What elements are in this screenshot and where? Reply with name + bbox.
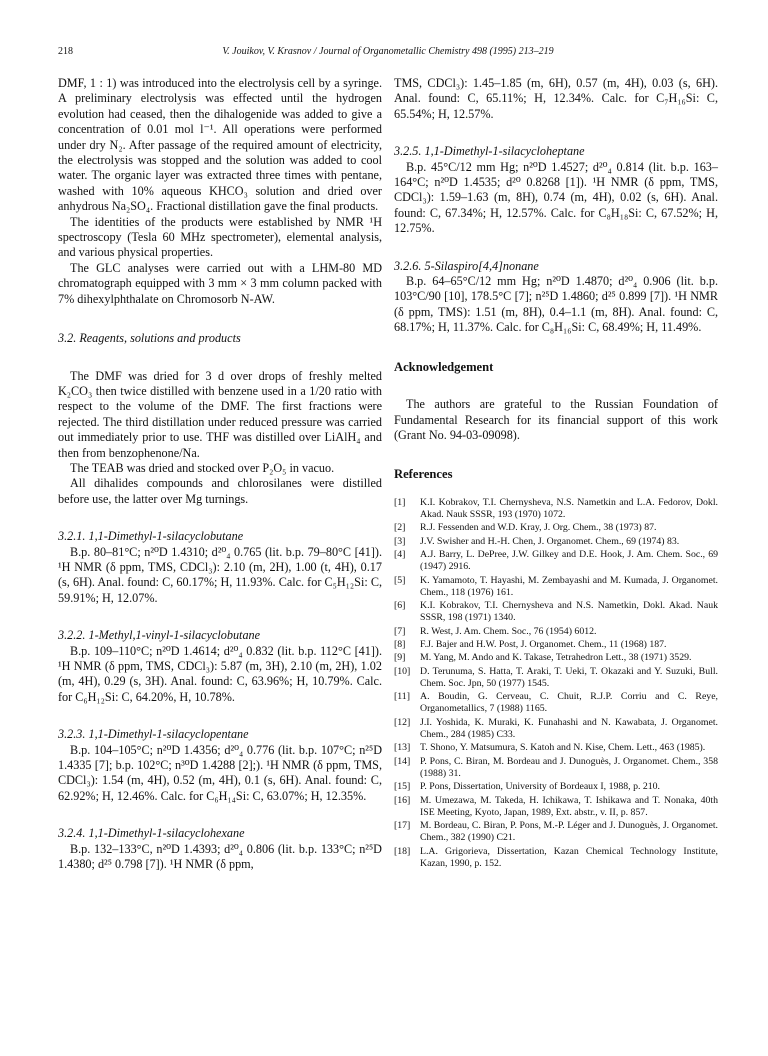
reference-item [394, 742, 718, 754]
reference-number: [7] [394, 625, 406, 637]
reference-number: [17] [394, 820, 411, 832]
reference-text: K. Yamamoto, T. Hayashi, M. Zembayashi and M. Kumada, J. Organomet. Chem., 118 (1976) 161. [420, 574, 718, 598]
reference-number: [6] [394, 600, 406, 612]
reference-text: F.J. Bajer and H.W. Post, J. Organomet. Chem., 11 (1968) 187. [420, 638, 667, 650]
reference-text: M. Bordeau, C. Biran, P. Pons, M.-P. Léger and J. Dunoguès, J. Organomet. Chem., 382 (1990) C21. [420, 820, 718, 844]
paragraph-identification: The identities of the products were established by NMR ¹H spectroscopy (Tesla 60 MHz spectrometer), elemental analysis, and various physical properties. [58, 214, 382, 260]
acknowledgement-heading: Acknowledgement [394, 359, 494, 374]
section-heading-reagents: 3.2. Reagents, solutions and products [58, 331, 241, 346]
paragraph-326: B.p. 64–65°C/12 mm Hg; n²⁰D 1.4870; d²⁰₄ 0.906 (lit. b.p. 103°C/90 [10], 178.5°C [7]; n²⁵D 1.4860; d²⁵ 0.899 [7]). ¹H NMR (δ ppm, TMS): 1.51 (m, 8H), 0.4–1.1 (m, 8H). Anal. found: C, 68.17%; H, 11.37%. Calc. for C₈H₁₆Si: C, 68.49%; H, 11.49%. [394, 274, 718, 335]
reference-item [394, 666, 718, 691]
reference-text: P. Pons, C. Biran, M. Bordeau and J. Dunoguès, J. Organomet. Chem., 358 (1988) 31. [420, 755, 718, 779]
reference-number: [12] [394, 716, 411, 728]
reference-text: D. Terunuma, S. Hatta, T. Araki, T. Ueki, T. Okazaki and Y. Suzuki, Bull. Chem. Soc. Jpn, 50 (1977) 1545. [420, 665, 718, 689]
subsection-heading-323: 3.2.3. 1,1-Dimethyl-1-silacyclopentane [58, 727, 249, 742]
running-title: V. Jouikov, V. Krasnov / Journal of Organometallic Chemistry 498 (1995) 213–219 [222, 46, 554, 57]
page-number: 218 [58, 46, 73, 57]
paragraph-teab: The TEAB was dried and stocked over P₂O₅ in vacuo. [70, 460, 335, 475]
acknowledgement-text: The authors are grateful to the Russian Foundation of Fundamental Research for its financial support of this work (Grant No. 94-03-09098). [394, 397, 718, 442]
reference-item [394, 549, 718, 574]
reference-number: [2] [394, 522, 406, 534]
reference-text: J.I. Yoshida, K. Muraki, K. Funahashi and N. Kawabata, J. Organomet. Chem., 284 (1985) C33. [420, 716, 718, 741]
reference-text: J.V. Swisher and H.-H. Chen, J. Organomet. Chem., 69 (1974) 83. [420, 535, 680, 547]
reference-item [394, 600, 718, 625]
paragraph-dmf: The DMF was dried for 3 d over drops of freshly melted K₂CO₃ then twice distilled with benzene used in a 1/20 ratio with respect to the volume of the DMF. The first fractions were rejected. The third distillation under reduced pressure was carried out immediately prior to use. THF was distilled over LiAlH₄ and then from benzophenone/Na. [58, 368, 382, 460]
reference-item [394, 497, 718, 522]
reference-item [394, 652, 718, 664]
reference-number: [14] [394, 755, 411, 767]
reference-item [394, 820, 718, 845]
subsection-heading-324: 3.2.4. 1,1-Dimethyl-1-silacyclohexane [58, 826, 245, 841]
reference-number: [16] [394, 794, 411, 806]
paragraph-glc: The GLC analyses were carried out with a LHM-80 MD chromatograph equipped with 3 mm × 3 mm column packed with 7% dihexylphthalate on Chromosorb N-AW. [58, 260, 382, 306]
left-column [58, 76, 382, 872]
reference-text: M. Umezawa, M. Takeda, H. Ichikawa, T. Ishikawa and T. Nonaka, 40th ISE Meeting, Kyoto, Japan, 1989, Ext. abstr., v. II, p. 857. [420, 794, 718, 818]
reference-text: K.I. Kobrakov, T.I. Chernysheva and N.S. Nametkin, Dokl. Akad. Nauk SSSR, 198 (1971) 1340. [420, 600, 718, 624]
reference-text: M. Yang, M. Ando and K. Takase, Tetrahedron Lett., 38 (1971) 3529. [420, 652, 692, 664]
reference-item [394, 626, 718, 638]
reference-number: [11] [394, 691, 410, 703]
subsection-heading-326: 3.2.6. 5-Silaspiro[4,4]nonane [394, 258, 539, 273]
reference-number: [5] [394, 574, 406, 586]
paragraph-321: B.p. 80–81°C; n²⁰D 1.4310; d²⁰₄ 0.765 (lit. b.p. 79–80°C [41]). ¹H NMR (δ ppm, TMS, CDCl₃): 2.10 (m, 2H), 1.00 (t, 4H), 0.17 (s, 6H). Anal. found: C, 60.17%; H, 11.93%. Calc. for C₅H₁₂Si: C, 59.91%; H, 12.07%. [58, 544, 382, 605]
reference-item [394, 781, 718, 793]
reference-number: [9] [394, 652, 406, 664]
reference-text: R.J. Fessenden and W.D. Kray, J. Org. Chem., 38 (1973) 87. [420, 522, 657, 534]
reference-text: A. Boudin, G. Cerveau, C. Chuit, R.J.P. Corriu and C. Reye, Organometallics, 7 (1988) 1165. [420, 691, 718, 715]
reference-item [394, 795, 718, 820]
paragraph-dihalides: All dihalides compounds and chlorosilanes were distilled before use, the latter over Mg turnings. [58, 476, 382, 506]
reference-list [394, 497, 718, 871]
reference-item [394, 639, 718, 651]
reference-item [394, 717, 718, 742]
paragraph-electrolysis: DMF, 1 : 1) was introduced into the electrolysis cell by a syringe. A preliminary electrolysis was effected until the hydrogen evolution had ceased, then the dihalogenide was added to give a concentration of 0.01 mol l⁻¹. All operations were performed under dry N₂. After passage of the required amount of electricity, the electrolysis was stopped and the solution was added to cool water. The organic layer was extracted three times with pentane, washed with 10% aqueous KHCO₃ solution and dried over anhydrous Na₂SO₄. Fractional distillation gave the final products. [58, 76, 382, 214]
reference-item [394, 575, 718, 600]
reference-item [394, 522, 718, 534]
references-heading: References [394, 467, 453, 482]
reference-item [394, 756, 718, 781]
reference-text: P. Pons, Dissertation, University of Bordeaux I, 1988, p. 210. [420, 781, 661, 793]
reference-text: L.A. Grigorieva, Dissertation, Kazan Chemical Technology Institute, Kazan, 1990, p. 152. [420, 845, 718, 870]
paragraph-324-continued: TMS, CDCl₃): 1.45–1.85 (m, 6H), 0.57 (m, 4H), 0.03 (s, 6H). Anal. found: C, 65.11%; H, 12.34%. Calc. for C₇H₁₆Si: C, 65.54%; H, 12.57%. [394, 76, 718, 121]
subsection-heading-321: 3.2.1. 1,1-Dimethyl-1-silacyclobutane [58, 529, 244, 544]
subsection-heading-322: 3.2.2. 1-Methyl,1-vinyl-1-silacyclobutane [58, 628, 261, 643]
reference-number: [1] [394, 496, 406, 508]
reference-text: K.I. Kobrakov, T.I. Chernysheva, N.S. Nametkin and L.A. Fedorov, Dokl. Akad. Nauk SSSR, 193 (1970) 1072. [420, 496, 718, 521]
reference-item [394, 536, 718, 548]
reference-number: [4] [394, 548, 406, 560]
paragraph-324: B.p. 132–133°C, n²⁰D 1.4393; d²⁰₄ 0.806 (lit. b.p. 133°C; n²⁵D 1.4380; d²⁵ 0.798 [7]). ¹H NMR (δ ppm, [58, 841, 382, 872]
reference-item [394, 691, 718, 716]
paragraph-325: B.p. 45°C/12 mm Hg; n²⁰D 1.4527; d²⁰₄ 0.814 (lit. b.p. 163–164°C; n²⁰D 1.4535; d²⁰ 0.8268 [1]). ¹H NMR (δ ppm, TMS, CDCl₃): 1.59–1.63 (m, 8H), 0.74 (m, 4H), 0.02 (s, 6H). Anal. found: C, 67.34%; H, 12.57%. Calc. for C₈H₁₈Si: C, 67.52%; H, 12.75%. [394, 159, 718, 236]
reference-number: [3] [394, 535, 406, 547]
reference-text: A.J. Barry, L. DePree, J.W. Gilkey and D.E. Hook, J. Am. Chem. Soc., 69 (1947) 2916. [420, 548, 718, 573]
reference-number: [13] [394, 742, 411, 754]
reference-text: R. West, J. Am. Chem. Soc., 76 (1954) 6012. [420, 625, 597, 637]
reference-number: [8] [394, 638, 406, 650]
reference-item [394, 846, 718, 871]
reference-number: [10] [394, 665, 411, 677]
paragraph-322: B.p. 109–110°C; n²⁰D 1.4614; d²⁰₄ 0.832 (lit. b.p. 112°C [41]). ¹H NMR (δ ppm, TMS, CDCl₃): 5.87 (m, 3H), 2.10 (m, 2H), 1.02 (m, 4H), 0.29 (s, 3H). Anal. found: C, 63.96%; H, 10.79%. Calc. for C₆H₁₂Si: C, 64.20%, H, 10.78%. [58, 643, 382, 704]
reference-text: T. Shono, Y. Matsumura, S. Katoh and N. Kise, Chem. Lett., 463 (1985). [420, 742, 706, 754]
right-column [394, 76, 718, 871]
running-header [58, 46, 718, 62]
paragraph-323: B.p. 104–105°C; n²⁰D 1.4356; d²⁰₄ 0.776 (lit. b.p. 107°C; n²⁵D 1.4335 [7]; b.p. 102°C; n³⁰D 1.4288 [2];). ¹H NMR (δ ppm, TMS, CDCl₃): 1.54 (m, 4H), 0.52 (m, 4H), 0.1 (s, 6H). Anal. found: C, 62.92%; H, 12.46%. Calc. for C₆H₁₄Si: C, 63.07%; H, 12.35%. [58, 742, 382, 803]
reference-number: [18] [394, 845, 411, 857]
subsection-heading-325: 3.2.5. 1,1-Dimethyl-1-silacycloheptane [394, 144, 585, 159]
reference-number: [15] [394, 781, 411, 793]
